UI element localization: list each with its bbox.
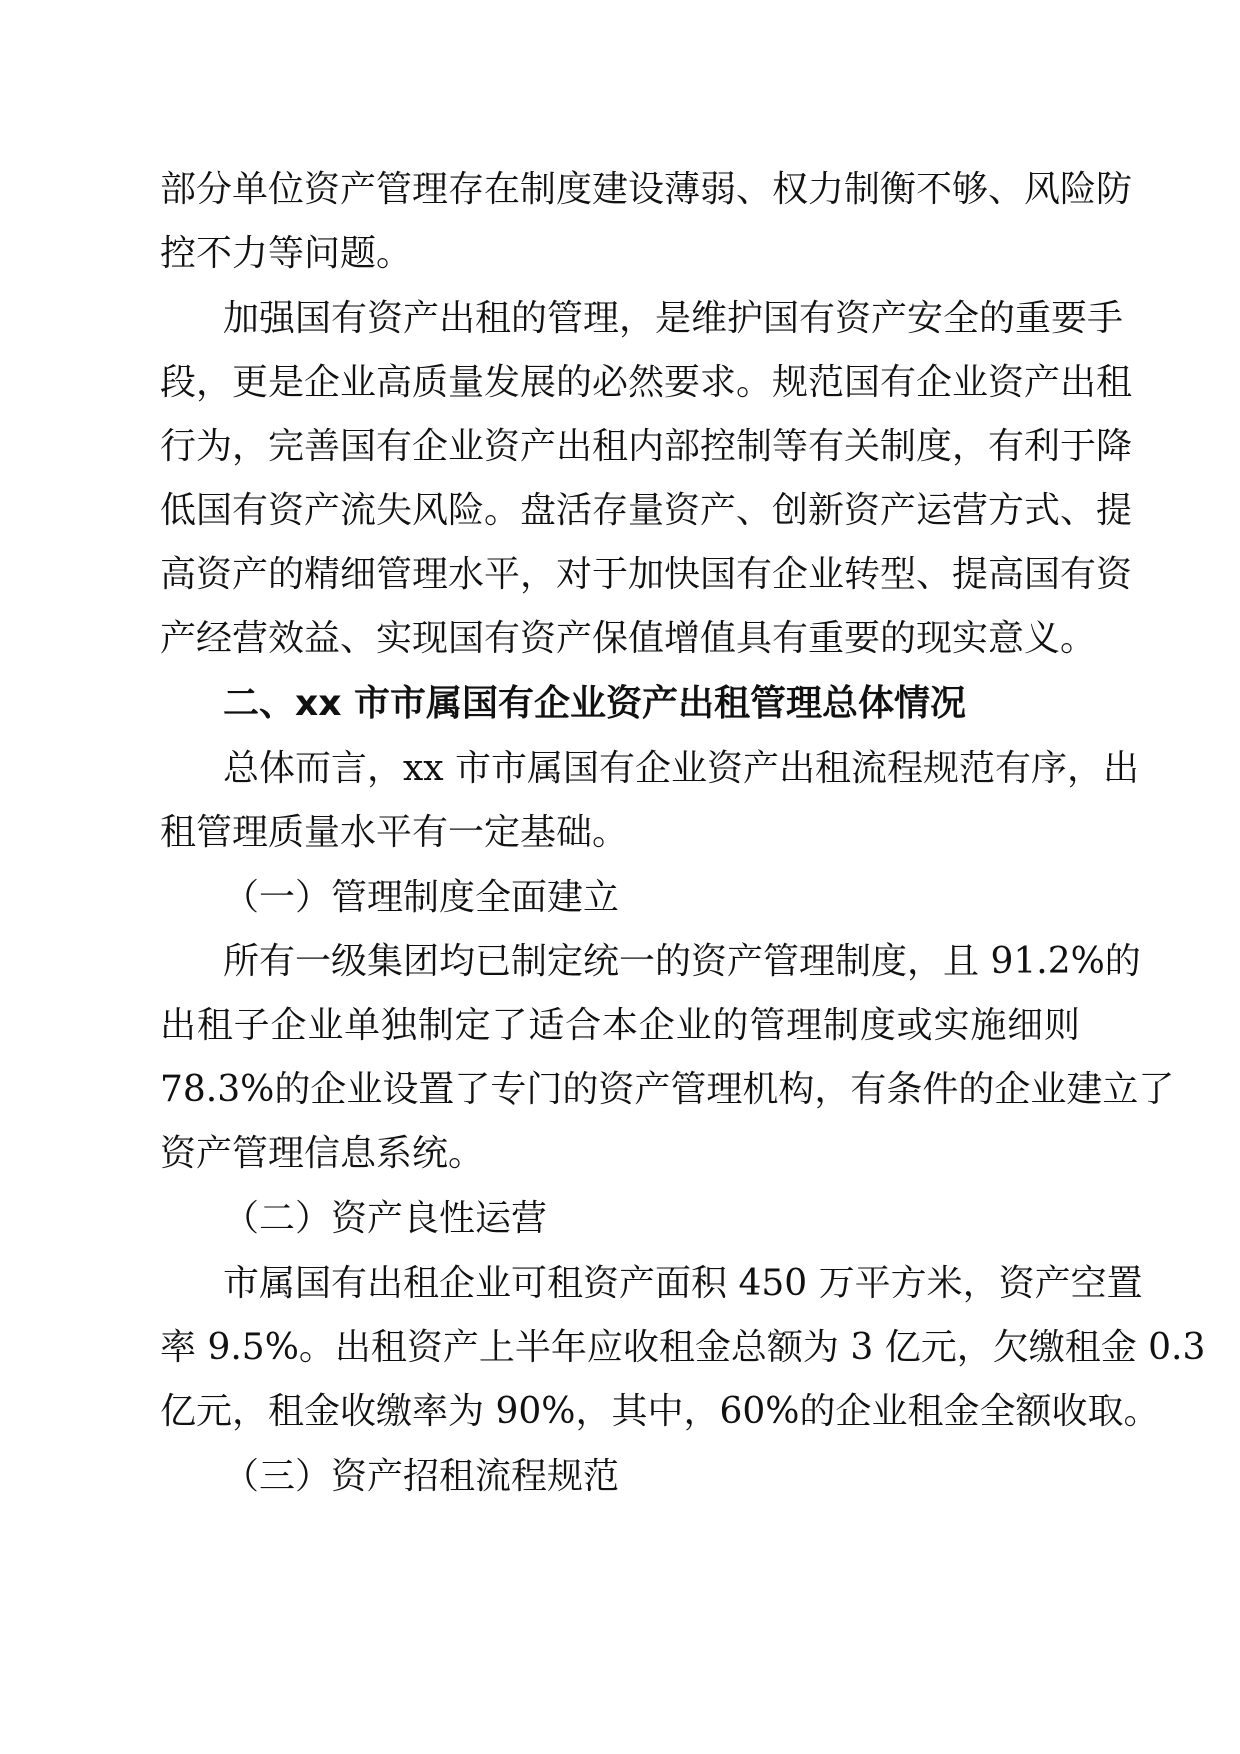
paragraph-4-line-1: 所有一级集团均已制定统一的资产管理制度，且 91.2%的: [223, 941, 1141, 982]
paragraph-2-line-4: 低国有资产流失风险。盘活存量资产、创新资产运营方式、提: [160, 490, 1133, 531]
paragraph-4-line-3: 78.3%的企业设置了专门的资产管理机构，有条件的企业建立了: [160, 1069, 1175, 1110]
section-2-heading: 二、xx 市市属国有企业资产出租管理总体情况: [223, 683, 966, 724]
paragraph-3-line-1: 总体而言，xx 市市属国有企业资产出租流程规范有序，出: [223, 748, 1140, 789]
paragraph-1-line-2: 控不力等问题。: [160, 233, 413, 274]
paragraph-5-line-1: 市属国有出租企业可租资产面积 450 万平方米，资产空置: [223, 1263, 1143, 1304]
subsection-1-heading: （一）管理制度全面建立: [223, 877, 620, 918]
paragraph-5-line-2: 率 9.5%。出租资产上半年应收租金总额为 3 亿元，欠缴租金 0.3: [160, 1327, 1206, 1368]
paragraph-2-line-1: 加强国有资产出租的管理，是维护国有资产安全的重要手: [223, 298, 1124, 339]
subsection-2-heading: （二）资产良性运营: [223, 1198, 548, 1239]
paragraph-2-line-6: 产经营效益、实现国有资产保值增值具有重要的现实意义。: [160, 618, 1097, 659]
paragraph-1-line-1: 部分单位资产管理存在制度建设薄弱、权力制衡不够、风险防: [160, 169, 1133, 210]
paragraph-3-line-2: 租管理质量水平有一定基础。: [160, 812, 629, 853]
subsection-3-heading: （三）资产招租流程规范: [223, 1456, 620, 1497]
paragraph-2-line-2: 段，更是企业高质量发展的必然要求。规范国有企业资产出租: [160, 362, 1133, 403]
paragraph-4-line-4: 资产管理信息系统。: [160, 1133, 485, 1174]
paragraph-4-line-2: 出租子企业单独制定了适合本企业的管理制度或实施细则: [160, 1005, 1080, 1046]
paragraph-5-line-3: 亿元，租金收缴率为 90%，其中，60%的企业租金全额收取。: [160, 1391, 1160, 1432]
paragraph-2-line-3: 行为，完善国有企业资产出租内部控制等有关制度，有利于降: [160, 426, 1133, 467]
paragraph-2-line-5: 高资产的精细管理水平，对于加快国有企业转型、提高国有资: [160, 554, 1133, 595]
